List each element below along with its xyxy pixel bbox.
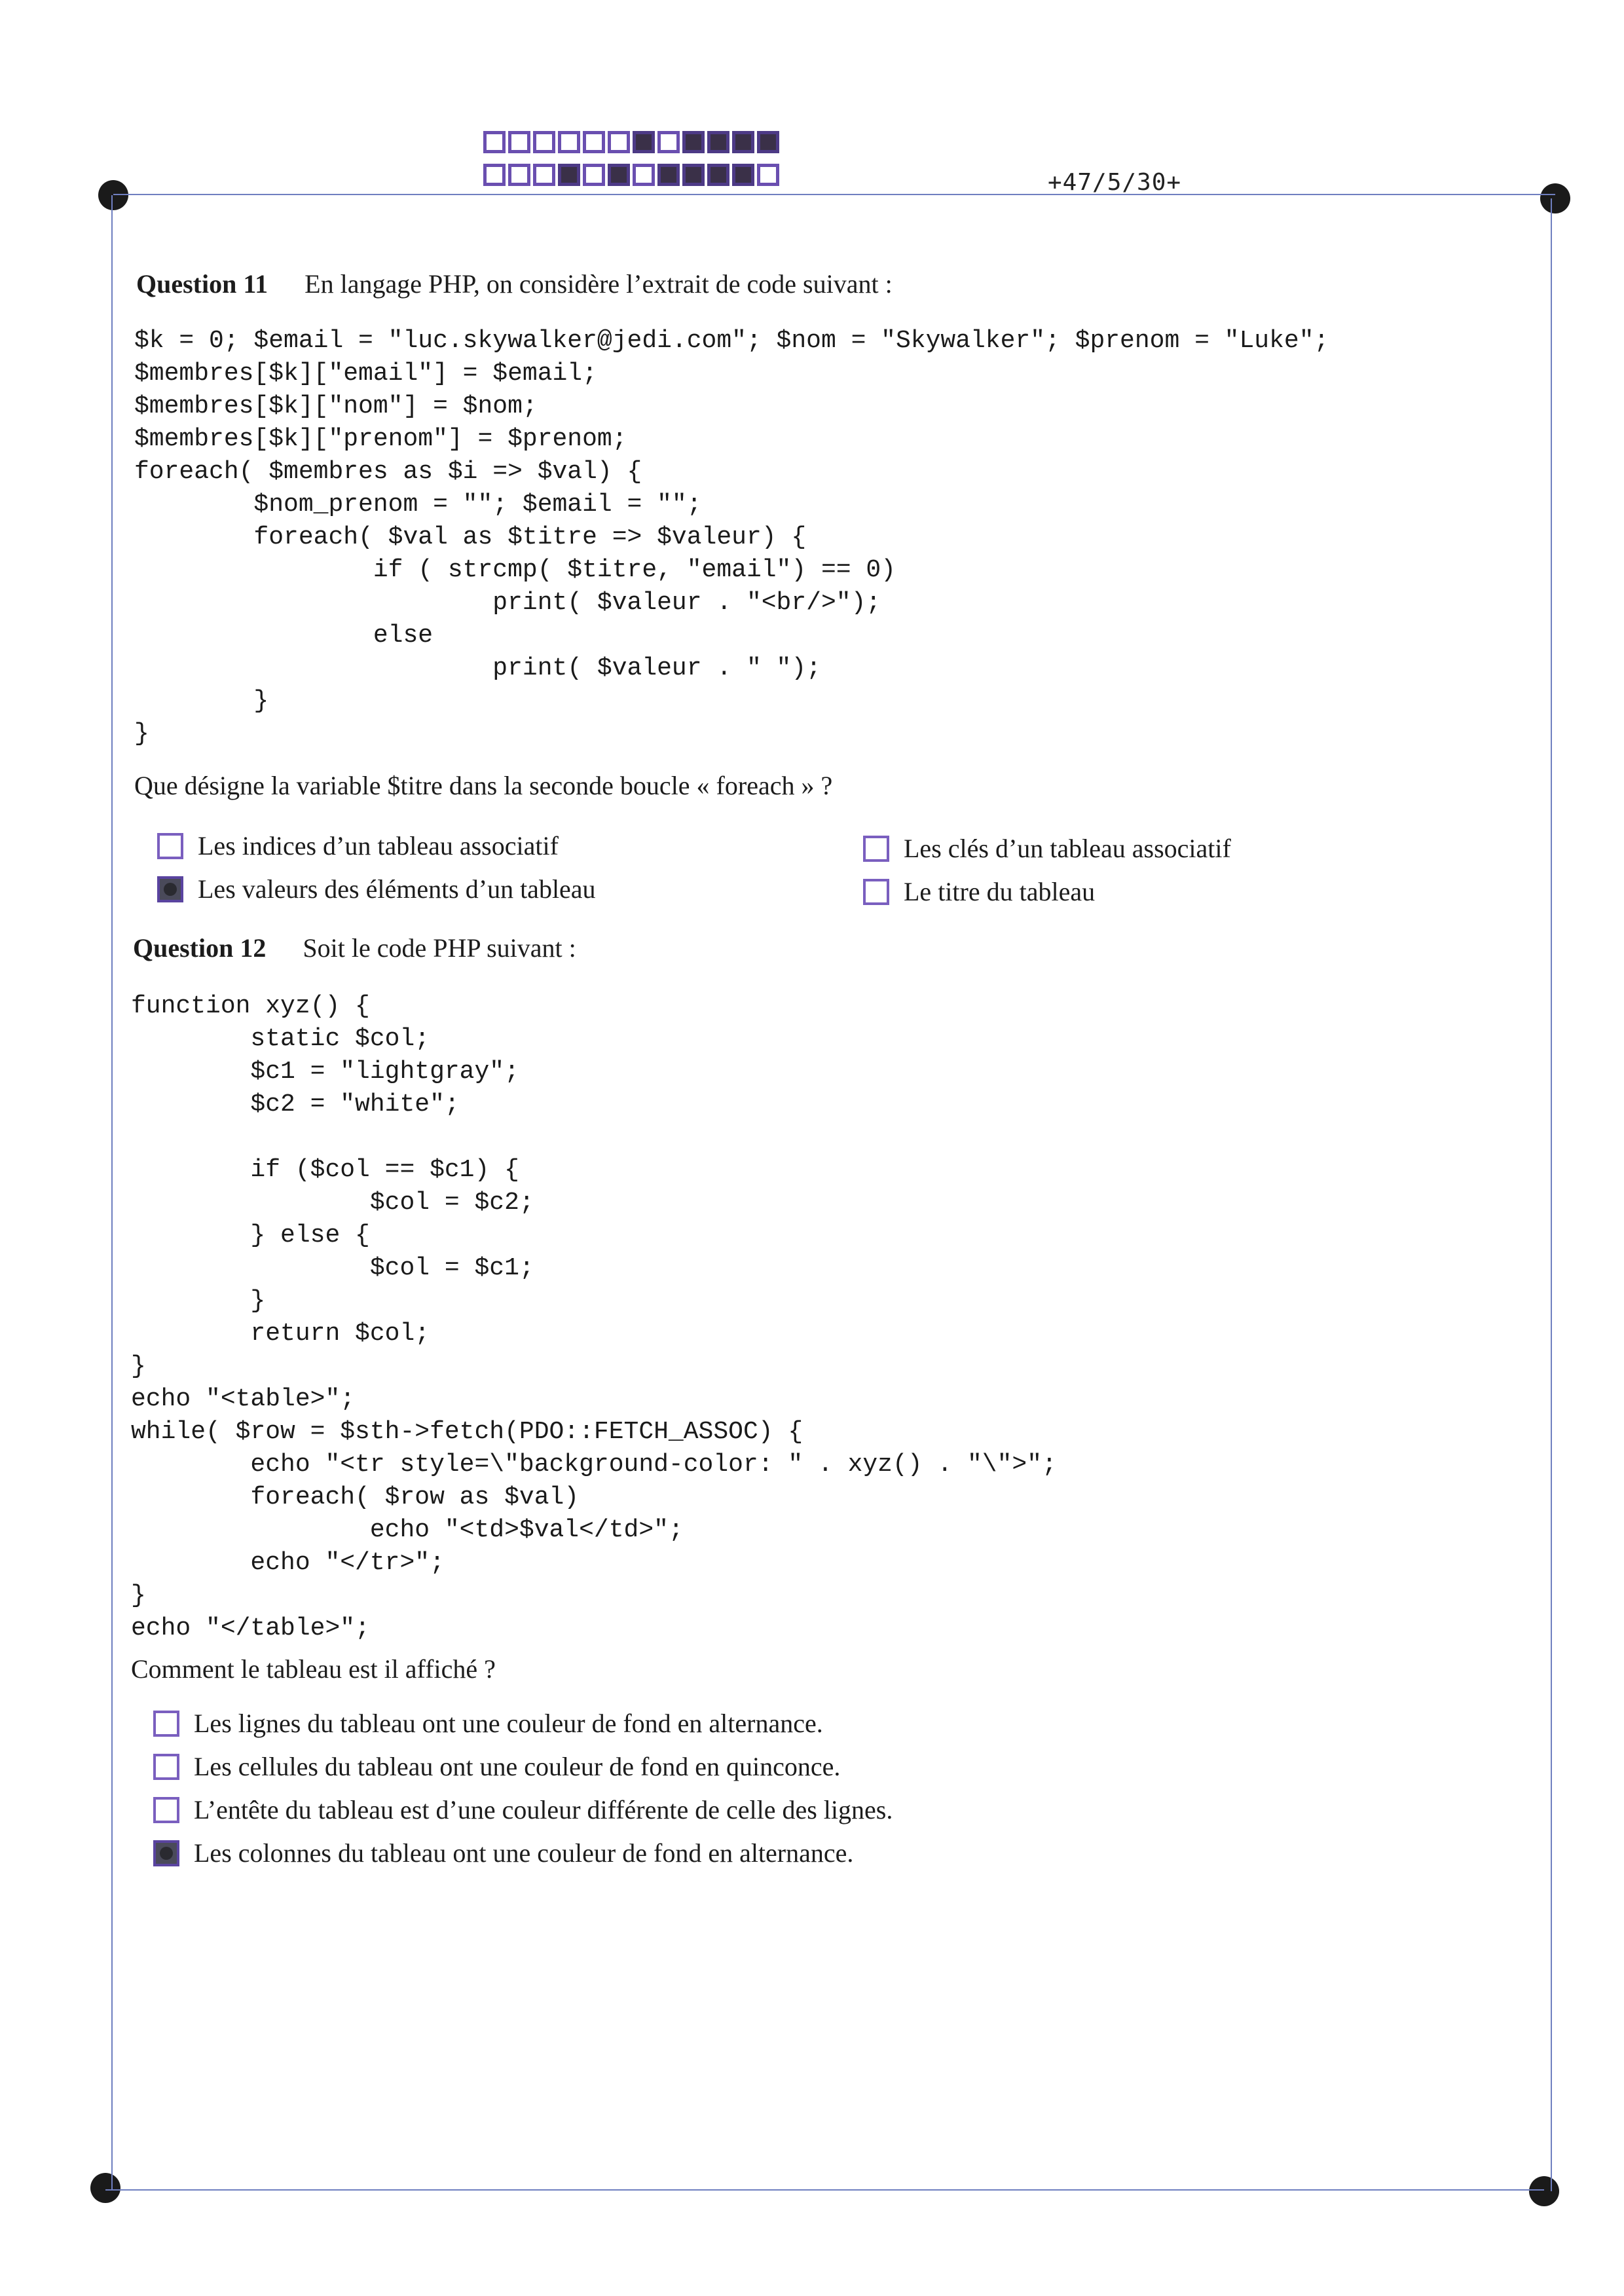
q11-label: Question 11 xyxy=(136,269,268,299)
barcode-cell xyxy=(732,131,754,153)
choice-label: L’entête du tableau est d’une couleur différente de celle des lignes. xyxy=(194,1795,893,1824)
corner-mark-top-right xyxy=(1540,183,1570,213)
checkbox[interactable] xyxy=(863,836,889,862)
barcode-cell xyxy=(483,164,506,186)
q12-choice-2[interactable] xyxy=(153,1751,840,1782)
q11-choice-2[interactable] xyxy=(157,874,596,904)
barcode-cell xyxy=(483,131,506,153)
checkbox[interactable] xyxy=(153,1754,179,1780)
q12-prompt: Soit le code PHP suivant : xyxy=(303,933,576,963)
q11-choice-3[interactable] xyxy=(863,833,1231,864)
barcode-cell xyxy=(608,131,630,153)
q12-choice-1[interactable] xyxy=(153,1708,823,1739)
frame-line-right xyxy=(1551,198,1552,2191)
barcode-cell xyxy=(657,131,680,153)
corner-mark-top-left xyxy=(98,180,128,210)
checkbox[interactable] xyxy=(863,879,889,905)
barcode-cell xyxy=(608,164,630,186)
corner-mark-bottom-left xyxy=(90,2173,120,2203)
frame-line-top xyxy=(113,194,1555,195)
barcode-cell xyxy=(533,131,555,153)
q11-choice-4[interactable] xyxy=(863,876,1095,907)
barcode-cell xyxy=(732,164,754,186)
q12-code: function xyz() { static $col; $c1 = "lightgray"; $c2 = "white"; if ($col == $c1) { $col = $c2; } else { $col = $c1; } return $col; } echo "<table>"; while( $row = $sth->fetch(PDO::FETCH_ASSOC) { echo "<tr style=\"background-color: " . xyz() . "\">"; foreach( $row as $val) echo "<td>$val</td>"; echo "</tr>"; } echo "</table>"; xyxy=(131,992,1057,1642)
q12-question: Comment le tableau est il affiché ? xyxy=(131,1654,496,1684)
barcode-cell xyxy=(558,131,580,153)
sheet-id: +47/5/30+ xyxy=(1048,169,1182,196)
barcode-cell xyxy=(633,164,655,186)
q12-choice-3[interactable] xyxy=(153,1794,893,1825)
barcode-cell xyxy=(558,164,580,186)
barcode-bottom-row xyxy=(483,164,779,186)
choice-label: Le titre du tableau xyxy=(904,877,1096,906)
q11-choice-1[interactable] xyxy=(157,830,559,861)
q11-code: $k = 0; $email = "luc.skywalker@jedi.com"; $nom = "Skywalker"; $prenom = "Luke"; $membres[$k]["email"] = $email; $membres[$k]["nom"] = $nom; $membres[$k]["prenom"] = $prenom; foreach( $membres as $i => $val) { $nom_prenom = ""; $email = ""; foreach( $val as $titre => $valeur) { if ( strcmp( $titre, "email") == 0) print( $valeur . "<br/>"); else print( $valeur . " "); } } xyxy=(134,327,1329,748)
q11-question: Que désigne la variable $titre dans la seconde boucle « foreach » ? xyxy=(134,771,833,800)
q11-header xyxy=(136,268,893,299)
barcode-cell xyxy=(707,131,729,153)
choice-label: Les lignes du tableau ont une couleur de fond en alternance. xyxy=(194,1709,823,1738)
q12-header xyxy=(133,933,576,963)
barcode-cell xyxy=(633,131,655,153)
barcode-cell xyxy=(707,164,729,186)
barcode-cell xyxy=(682,164,705,186)
barcode-cell xyxy=(533,164,555,186)
q12-label: Question 12 xyxy=(133,933,267,963)
barcode-cell xyxy=(757,164,779,186)
choice-label: Les indices d’un tableau associatif xyxy=(198,831,559,861)
frame-line-bottom xyxy=(105,2189,1544,2191)
barcode-cell xyxy=(583,164,605,186)
q11-prompt: En langage PHP, on considère l’extrait de code suivant : xyxy=(304,269,893,299)
checkbox[interactable] xyxy=(153,1840,179,1866)
choice-label: Les clés d’un tableau associatif xyxy=(904,834,1231,863)
corner-mark-bottom-right xyxy=(1529,2176,1559,2206)
barcode-cell xyxy=(508,164,530,186)
choice-label: Les cellules du tableau ont une couleur de fond en quinconce. xyxy=(194,1752,841,1781)
barcode-cell xyxy=(583,131,605,153)
choice-label: Les colonnes du tableau ont une couleur de fond en alternance. xyxy=(194,1838,854,1868)
choice-label: Les valeurs des éléments d’un tableau xyxy=(198,874,596,904)
q12-choice-4[interactable] xyxy=(153,1838,853,1868)
checkbox[interactable] xyxy=(157,876,183,902)
barcode-cell xyxy=(657,164,680,186)
checkbox[interactable] xyxy=(153,1711,179,1737)
checkbox[interactable] xyxy=(157,833,183,859)
barcode-top-row xyxy=(483,131,779,153)
barcode-cell xyxy=(757,131,779,153)
frame-line-left xyxy=(111,195,113,2189)
barcode-cell xyxy=(508,131,530,153)
checkbox[interactable] xyxy=(153,1797,179,1823)
barcode-cell xyxy=(682,131,705,153)
